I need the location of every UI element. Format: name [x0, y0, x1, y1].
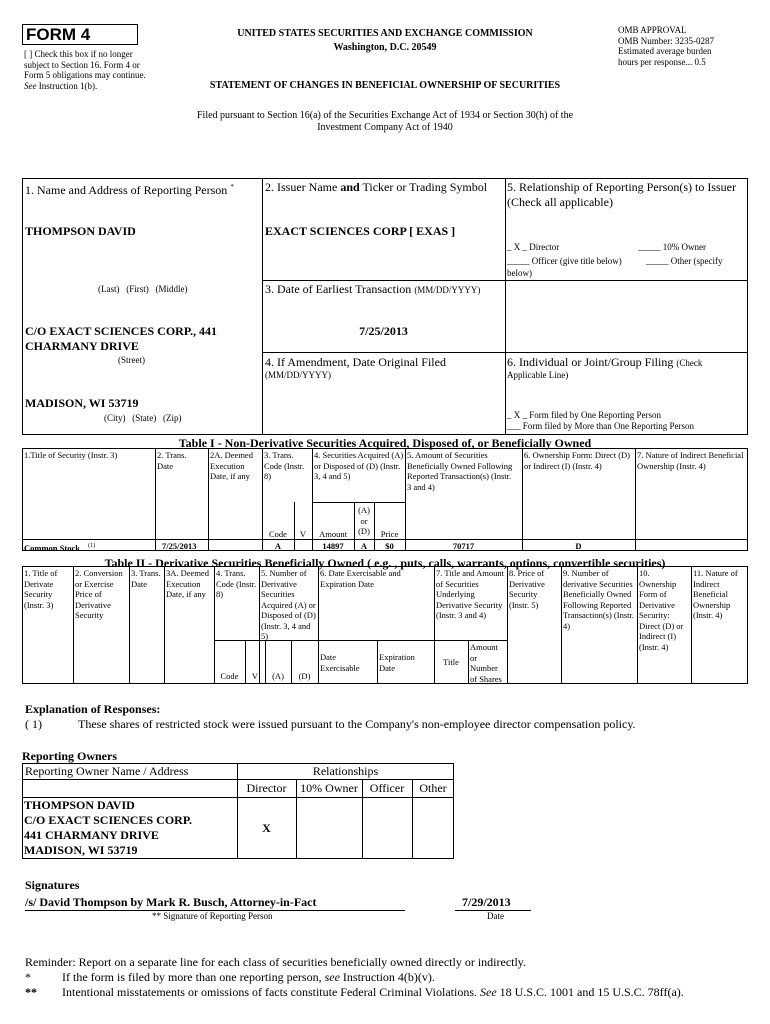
box6-label [507, 355, 702, 370]
box5-label-2: (Check all applicable) [507, 195, 613, 209]
check-box-notice [24, 49, 150, 91]
t1-sub-price: Price [380, 529, 399, 539]
t2-col-underlying: 7. Title and Amount of Securities Underlying Derivative Security (Instr. 3 and 4) [436, 568, 505, 620]
filed-pursuant [110, 110, 660, 134]
omb-number: OMB Number: 3235-0287 [618, 35, 714, 46]
agency-location: Washington, D.C. 20549 [333, 42, 437, 53]
street-label: (Street) [118, 355, 145, 365]
t2-col-exercisable: 6. Date Exercisable and Expiration Date [320, 568, 401, 589]
owner-line-4: MADISON, WI 53719 [24, 843, 138, 857]
owners-col-name: Reporting Owner Name / Address [25, 764, 189, 778]
table2-title: Table II - Derivative Securities Beneficially Owned ( e.g. , puts, calls, warrants, options, convertible securities) [104, 556, 666, 570]
box6-label-text: 6. Individual or Joint/Group Filing [507, 355, 674, 369]
t1-row-amount: 14897 [322, 541, 344, 551]
check-box-text: [ ] Check this box if no longer subject to Section 16. Form 4 or Form 5 obligations may continue. [24, 49, 146, 80]
city-state-zip: MADISON, WI 53719 [25, 396, 139, 410]
omb-burden-2: hours per response... 0.5 [618, 56, 706, 67]
agency-name: UNITED STATES SECURITIES AND EXCHANGE COMMISSION [237, 28, 533, 39]
owners-col-relationships: Relationships [312, 764, 379, 778]
street-line-1: C/O EXACT SCIENCES CORP., 441 [25, 324, 218, 338]
filed-line-2: Investment Company Act of 1940 [317, 122, 453, 133]
t2-sub-title: Title [443, 657, 459, 667]
one-person-checkbox[interactable]: _ X _ Form filed by One Reporting Person [507, 410, 661, 420]
other-checkbox[interactable]: _____ Other (specify [646, 256, 723, 266]
owner-line-2: C/O EXACT SCIENCES CORP. [24, 813, 193, 827]
t1-row-security [22, 540, 155, 554]
t2-sub-code: Code [220, 671, 239, 681]
t2-sub-d: (D) [298, 671, 311, 681]
t2-sub-v: V [251, 671, 259, 681]
footnote-1-text: These shares of restricted stock were issued pursuant to the Company's non-employee director compensation policy. [78, 717, 636, 731]
omb-burden-1: Estimated average burden [618, 46, 712, 56]
t2-col-deemed: 3A. Deemed Execution Date, if any [166, 568, 209, 599]
street-line-2: CHARMANY DRIVE [25, 339, 139, 353]
t2-col-derivatives-owned: 9. Number of derivative Securities Beneficially Owned Following Reported Transaction(s) (Instr. 4) [563, 568, 634, 631]
filed-line-1: Filed pursuant to Section 16(a) of the Securities Exchange Act of 1934 or Section 30(h) of the [196, 110, 574, 121]
box3-label-text: 3. Date of Earliest Transaction [265, 282, 412, 296]
box2-label-b: Ticker or Trading Symbol [362, 180, 488, 194]
box4-format: (MM/DD/YYYY) [265, 370, 331, 380]
director-checkbox[interactable]: _ X _ Director [507, 242, 560, 252]
statement-title: STATEMENT OF CHANGES IN BENEFICIAL OWNERSHIP OF SECURITIES [209, 80, 561, 91]
more-person-checkbox[interactable]: ___ Form filed by More than One Reporting Person [507, 421, 694, 431]
box1-label [25, 180, 234, 198]
t1-row-footnote[interactable]: (1) [88, 543, 96, 549]
t1-col-code: 3. Trans. Code (Instr. 8) [264, 450, 305, 481]
reminder-line: Reminder: Report on a separate line for each class of securities beneficially owned directly or indirectly. [25, 955, 527, 969]
box5-label [507, 180, 747, 210]
table1-title: Table I - Non-Derivative Securities Acquired, Disposed of, or Beneficially Owned [178, 436, 592, 450]
reminder-text-1b: Instruction 4(b)(v). [342, 970, 435, 984]
reminder-star-2: ** [25, 985, 37, 999]
box2-label-a: 2. Issuer Name [265, 180, 338, 194]
reminder-text-1-see: see [324, 970, 340, 984]
omb-approval [618, 25, 758, 67]
t1-row-aord: A [360, 541, 368, 551]
reminder-text-2a: Intentional misstatements or omissions of facts constitute Federal Criminal Violations. [62, 985, 477, 999]
signature-date: 7/29/2013 [462, 895, 511, 909]
t2-col-price: 8. Price of Derivative Security (Instr. 5) [509, 568, 545, 610]
owners-col-director: Director [246, 781, 287, 795]
t1-row-date: 7/25/2013 [162, 541, 197, 551]
omb-title: OMB APPROVAL [618, 25, 687, 35]
owners-col-officer: Officer [369, 781, 405, 795]
owner-address-block [24, 798, 236, 858]
t1-row-code: A [274, 541, 282, 551]
box2-label-and: and [340, 180, 360, 194]
t1-col-acquired: 4. Securities Acquired (A) or Disposed of (D) (Instr. 3, 4 and 5) [314, 450, 404, 481]
t2-col-conversion: 2. Conversion or Exercise Price of Derivative Security [75, 568, 123, 620]
t2-col-number: 5. Number of Derivative Securities Acquired (A) or Disposed of (D) (Instr. 3, 4 and 5) [261, 568, 316, 641]
box1-mark: * [230, 183, 234, 191]
box2-label [265, 180, 487, 195]
signature-label: ** Signature of Reporting Person [152, 911, 273, 921]
reminder-star-1: * [25, 970, 31, 984]
owner-line-3: 441 CHARMANY DRIVE [24, 828, 159, 842]
t2-sub-exercisable: Date Exercisable [320, 652, 360, 673]
reminder-text-2 [62, 985, 684, 1000]
reminder-text-2-see: See [480, 985, 497, 999]
t1-row-form: D [575, 541, 582, 551]
box6-check: (Check [676, 358, 703, 368]
owner-line-1: THOMPSON DAVID [24, 798, 135, 812]
ten-pct-owner-checkbox[interactable]: _____ 10% Owner [638, 242, 706, 252]
check-box-instr: Instruction 1(b). [38, 80, 98, 91]
t1-col-form: 6. Ownership Form: Direct (D) or Indirect (I) (Instr. 4) [524, 450, 630, 471]
t1-sub-aord: (A) or (D) [358, 505, 370, 536]
box1-label-text: 1. Name and Address of Reporting Person [25, 183, 228, 197]
t1-col-date: 2. Trans. Date [157, 450, 187, 471]
t1-row-owned: 70717 [452, 541, 475, 551]
reporting-owners-heading: Reporting Owners [22, 749, 117, 763]
t1-sub-amount: Amount [319, 529, 347, 539]
t1-sub-v: V [299, 529, 307, 539]
officer-checkbox[interactable]: _____ Officer (give title below) [507, 256, 622, 266]
signature-date-label: Date [487, 911, 504, 921]
t1-col-owned: 5. Amount of Securities Beneficially Owned Following Reported Transaction(s) (Instr. 3 and 4) [407, 450, 513, 492]
t1-col-title: 1.Title of Security (Instr. 3) [24, 450, 118, 460]
t2-col-code: 4. Trans. Code (Instr. 8) [216, 568, 257, 599]
t2-sub-amount: Amount or Number of Shares [470, 642, 502, 684]
t2-col-nature: 11. Nature of Indirect Beneficial Ownership (Instr. 4) [693, 568, 738, 620]
form-title: FORM 4 [26, 25, 91, 44]
t2-sub-a: (A) [272, 671, 284, 681]
t2-col-title: 1. Title of Derivate Security (Instr. 3) [24, 568, 58, 610]
box3-label [265, 282, 480, 297]
reporting-person-name: THOMPSON DAVID [25, 224, 136, 238]
city-parts-label: (City) (State) (Zip) [104, 413, 182, 423]
explanation-heading: Explanation of Responses: [25, 702, 161, 716]
box6-applicable: Applicable Line) [507, 370, 569, 380]
t1-row-price: $0 [385, 541, 394, 551]
earliest-transaction-date: 7/25/2013 [359, 324, 408, 338]
reminder-text-1 [62, 970, 435, 985]
reminder-text-2b: 18 U.S.C. 1001 and 15 U.S.C. 78ff(a). [499, 985, 684, 999]
owners-col-other: Other [419, 781, 447, 795]
t1-col-nature: 7. Nature of Indirect Beneficial Ownership (Instr. 4) [637, 450, 744, 471]
issuer-name: EXACT SCIENCES CORP [ EXAS ] [265, 224, 456, 238]
other-below: below) [507, 268, 532, 278]
box3-format: (MM/DD/YYYY) [414, 285, 481, 295]
owner-director-mark: X [262, 821, 271, 835]
t2-col-ownership-form: 10. Ownership Form of Derivative Security: Direct (D) or Indirect (I) (Instr. 4) [639, 568, 684, 652]
name-parts-label: (Last) (First) (Middle) [98, 284, 188, 294]
owners-col-ten-pct: 10% Owner [300, 781, 358, 795]
box4-label: 4. If Amendment, Date Original Filed [265, 355, 446, 369]
t2-sub-expiration: Expiration Date [379, 652, 415, 673]
t1-sub-code: Code [269, 529, 287, 539]
signatures-heading: Signatures [25, 878, 80, 892]
box5-label-1: 5. Relationship of Reporting Person(s) to Issuer [507, 180, 736, 194]
footnote-1-number: ( 1) [25, 717, 42, 731]
t2-col-date: 3. Trans. Date [131, 568, 161, 589]
t1-col-deemed: 2A. Deemed Execution Date, if any [210, 450, 253, 481]
signature-text: /s/ David Thompson by Mark R. Busch, Attorney-in-Fact [25, 895, 317, 909]
t1-row-security-text: Common Stock [24, 542, 80, 553]
check-box-see: See [24, 80, 37, 91]
reminder-text-1a: If the form is filed by more than one reporting person, [62, 970, 322, 984]
